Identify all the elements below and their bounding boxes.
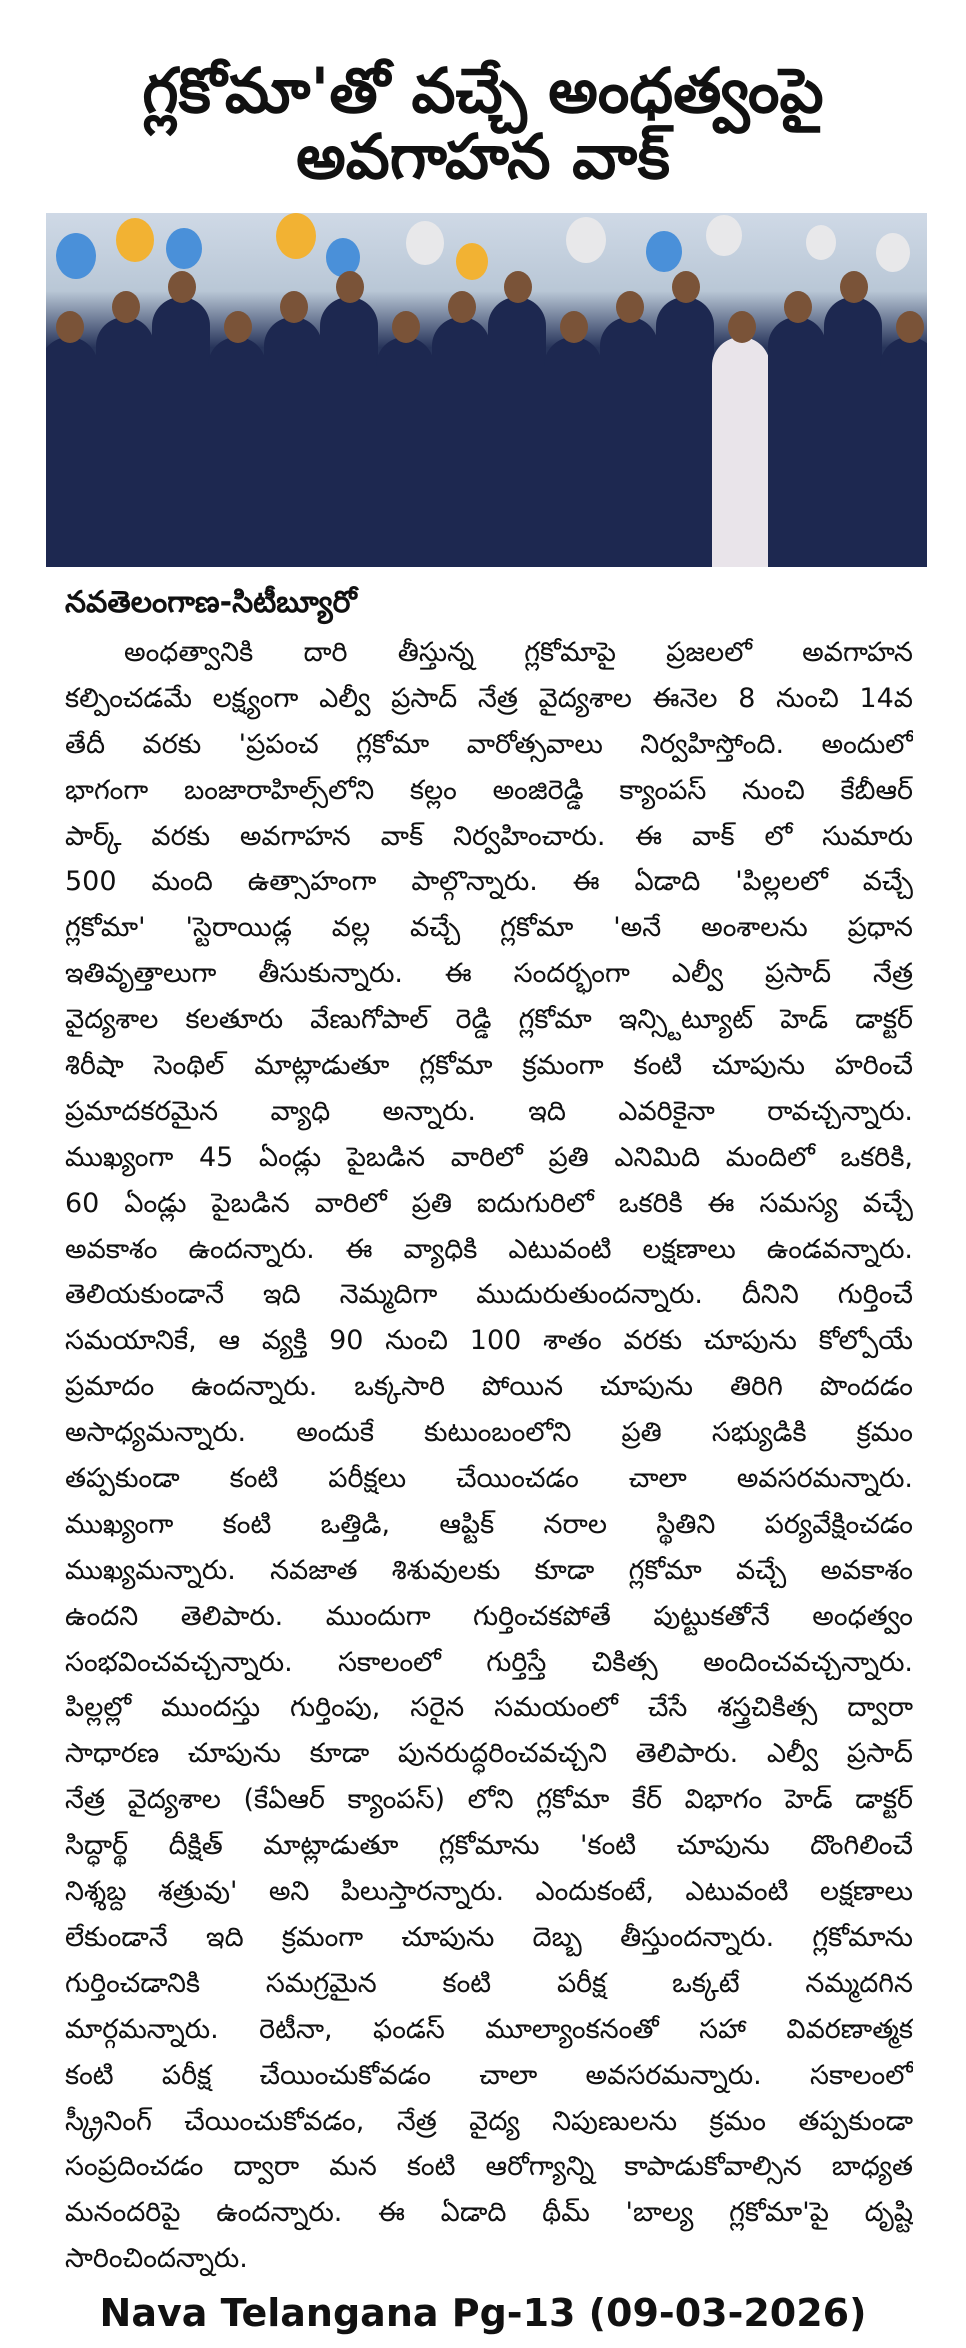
article-line: వైద్యశాల కలతూరు వేణుగోపాల్ రెడ్డి గ్లకోమా ఇన్స్టిట్యూట్ హెడ్ డాక్టర్	[65, 1004, 913, 1036]
balloon	[166, 228, 202, 269]
article-line: గ్లకోమా' 'స్టెరాయిడ్ల వల్ల వచ్చే గ్లకోమా 'అనే అంశాలను ప్రధాన	[65, 912, 913, 944]
article-line: సంప్రదించడం ద్వారా మన కంటి ఆరోగ్యాన్ని కాపాడుకోవాల్సిన బాధ్యత	[65, 2151, 913, 2183]
walker	[376, 337, 434, 567]
article-line: మార్గమన్నారు. రెటీనా, ఫండస్ మూల్యాంకనంతో సహా వివరణాత్మక	[65, 2013, 913, 2045]
walker-head	[392, 311, 420, 343]
walker-head	[504, 271, 532, 303]
walker	[712, 337, 770, 567]
walker	[656, 297, 714, 567]
article-line: ముఖ్యంగా 45 ఏండ్లు పైబడిన వారిలో ప్రతి ఎనిమిది మందిలో ఒకరికి,	[65, 1141, 913, 1173]
walker-head	[784, 291, 812, 323]
article-line: అసాధ్యమన్నారు. అందుకే కుటుంబంలోని ప్రతి సభ్యుడికి క్రమం	[65, 1417, 913, 1449]
balloon	[566, 217, 606, 263]
walker-head	[672, 271, 700, 303]
article-line: సాధారణ చూపును కూడా పునరుద్ధరించవచ్చని తెలిపారు. ఎల్వీ ప్రసాద్	[65, 1738, 913, 1770]
balloon	[406, 221, 444, 265]
article-line: ముఖ్యమన్నారు. నవజాత శిశువులకు కూడా గ్లకోమా వచ్చే అవకాశం	[65, 1554, 913, 1586]
walker-head	[840, 271, 868, 303]
article-line: 60 ఏండ్లు పైబడిన వారిలో ప్రతి ఐదుగురిలో ఒకరికి ఈ సమస్య వచ్చే	[65, 1187, 913, 1219]
walker-head	[896, 311, 924, 343]
walker	[768, 317, 826, 567]
walker	[880, 337, 927, 567]
walker-head	[728, 311, 756, 343]
walker	[824, 297, 882, 567]
balloon	[876, 233, 910, 272]
article-line: సమయానికే, ఆ వ్యక్తి 90 నుంచి 100 శాతం వరకు చూపును కోల్పోయే	[65, 1325, 913, 1357]
balloon	[276, 213, 316, 259]
walker-head	[336, 271, 364, 303]
walker	[600, 317, 658, 567]
article-line: సంభవించవచ్చన్నారు. సకాలంలో గుర్తిస్తే చికిత్స అందించవచ్చన్నారు.	[65, 1646, 913, 1678]
article-line: ఇతివృత్తాలుగా తీసుకున్నారు. ఈ సందర్భంగా ఎల్వీ ప్రసాద్ నేత్ర	[65, 958, 913, 990]
article-line: ఉందని తెలిపారు. ముందుగా గుర్తించకపోతే పుట్టుకతోనే అంధత్వం	[65, 1600, 913, 1632]
source-footer: Nava Telangana Pg-13 (09-03-2026)	[99, 2291, 867, 2335]
balloon	[456, 243, 488, 280]
walker-head	[56, 311, 84, 343]
article-line: భాగంగా బంజారాహిల్స్‌లోని కల్లం అంజిరెడ్డి క్యాంపస్ నుంచి కేబీఆర్	[65, 774, 913, 806]
article-line: ప్రమాదకరమైన వ్యాధి అన్నారు. ఇది ఎవరికైనా రావచ్చన్నారు.	[65, 1095, 913, 1127]
byline: నవతెలంగాణ-సిటీబ్యూరో	[65, 585, 357, 620]
walker-head	[112, 291, 140, 323]
article-line: స్క్రీనింగ్ చేయించుకోవడం, నేత్ర వైద్య నిపుణులను క్రమం తప్పకుండా	[65, 2105, 913, 2137]
article-line: 500 మంది ఉత్సాహంగా పాల్గొన్నారు. ఈ ఏడాది 'పిల్లలలో వచ్చే	[65, 866, 913, 898]
walker	[96, 317, 154, 567]
article-line: సిద్ధార్థ్ దీక్షిత్ మాట్లాడుతూ గ్లకోమాను 'కంటి చూపును దొంగిలించే	[65, 1830, 913, 1862]
article-line: లేకుండానే ఇది క్రమంగా చూపును దెబ్బ తీస్తుందన్నారు. గ్లకోమాను	[65, 1921, 913, 1953]
walker-head	[280, 291, 308, 323]
article-line: అవకాశం ఉందన్నారు. ఈ వ్యాధికి ఎటువంటి లక్షణాలు ఉండవన్నారు.	[65, 1233, 913, 1265]
walker	[208, 337, 266, 567]
article-line: పార్క్ వరకు అవగాహన వాక్ నిర్వహించారు. ఈ వాక్ లో సుమారు	[65, 820, 913, 852]
article-line: శిరీషా సెంథిల్ మాట్లాడుతూ గ్లకోమా క్రమంగా కంటి చూపును హరించే	[65, 1050, 913, 1082]
balloon	[646, 231, 682, 272]
article-line: అంధత్వానికి దారి తీస్తున్న గ్లకోమాపై ప్రజలలో అవగాహన	[124, 637, 913, 668]
walker-head	[560, 311, 588, 343]
walker	[46, 337, 98, 567]
article-line: నిశ్శబ్ద శత్రువు' అని పిలుస్తారన్నారు. ఎందుకంటే, ఎటువంటి లక్షణాలు	[65, 1876, 913, 1908]
walker	[264, 317, 322, 567]
article-line: మనందరిపై ఉందన్నారు. ఈ ఏడాది థీమ్ 'బాల్య గ్లకోమా'పై దృష్టి	[65, 2197, 913, 2229]
article-line: పిల్లల్లో ముందస్తు గుర్తింపు, సరైన సమయంలో చేసే శస్త్రచికిత్స ద్వారా	[65, 1692, 913, 1724]
walker-head	[224, 311, 252, 343]
article-line: సారించిందన్నారు.	[65, 2243, 248, 2275]
article-line: గుర్తించడానికి సమగ్రమైన కంటి పరీక్ష ఒక్కటే నమ్మదగిన	[65, 1967, 913, 1999]
article-line: ముఖ్యంగా కంటి ఒత్తిడి, ఆప్టిక్ నరాల స్థితిని పర్యవేక్షించడం	[65, 1508, 913, 1540]
walker	[320, 297, 378, 567]
walker	[488, 297, 546, 567]
walker-head	[616, 291, 644, 323]
walker	[432, 317, 490, 567]
article-line: కంటి పరీక్ష చేయించుకోవడం చాలా అవసరమన్నారు. సకాలంలో	[65, 2059, 913, 2091]
article-line: ప్రమాదం ఉందన్నారు. ఒక్కసారి పోయిన చూపును తిరిగి పొందడం	[65, 1371, 913, 1403]
headline-line-1: గ్లకోమా'తో వచ్చే అంధత్వంపై	[142, 54, 824, 127]
awareness-walk-photo	[46, 213, 927, 567]
walker-head	[168, 271, 196, 303]
article-line: తెలియకుండానే ఇది నెమ్మదిగా ముదురుతుందన్నారు. దీనిని గుర్తించే	[65, 1279, 913, 1311]
article-line: తేదీ వరకు 'ప్రపంచ గ్లకోమా వారోత్సవాలు నిర్వహిస్తోంది. అందులో	[65, 728, 913, 760]
balloon	[706, 215, 742, 256]
article-line: కల్పించడమే లక్ష్యంగా ఎల్వీ ప్రసాద్ నేత్ర వైద్యశాల ఈనెల 8 నుంచి 14వ	[65, 682, 913, 714]
article-line: నేత్ర వైద్యశాల (కేఏఆర్ క్యాంపస్) లోని గ్లకోమా కేర్ విభాగం హెడ్ డాక్టర్	[65, 1784, 913, 1816]
walker	[152, 297, 210, 567]
headline-line-2: అవగాహన వాక్	[296, 120, 670, 193]
balloon	[116, 218, 154, 262]
walker	[544, 337, 602, 567]
balloon	[806, 225, 836, 260]
article-body	[65, 630, 913, 2282]
walker-head	[448, 291, 476, 323]
article-line: తప్పకుండా కంటి పరీక్షలు చేయించడం చాలా అవసరమన్నారు.	[65, 1463, 913, 1495]
balloon	[56, 233, 96, 279]
